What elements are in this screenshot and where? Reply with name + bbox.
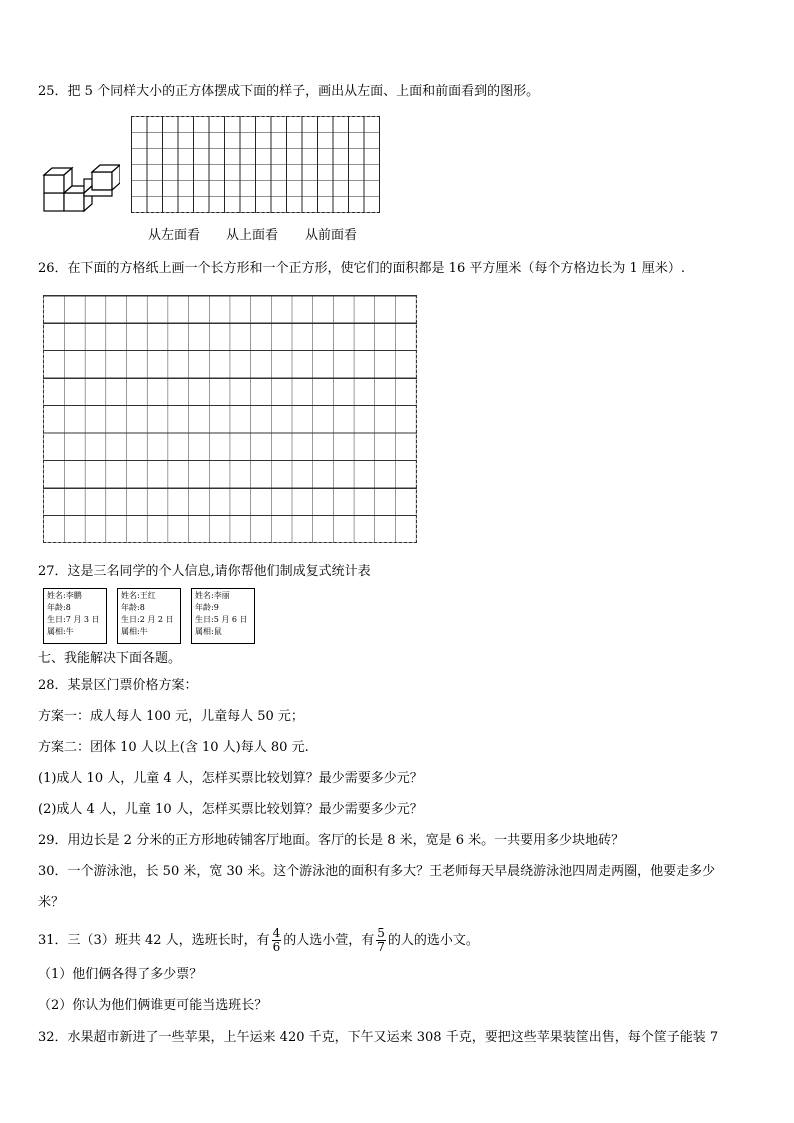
caption-front-view: 从前面看 — [305, 228, 358, 243]
card-age: 年龄:9 — [195, 603, 219, 612]
student-card-2 — [117, 588, 181, 644]
caption-top-view: 从上面看 — [226, 228, 279, 243]
card-name: 姓名:李丽 — [195, 591, 230, 600]
student-card-1 — [43, 588, 107, 644]
q25-drawing-grid[interactable] — [131, 116, 380, 213]
q31-part-3: 的人的选小文。 — [387, 933, 479, 948]
section-7-heading: 七、我能解决下面各题。 — [38, 651, 182, 666]
q28-plan-2: 方案二：团体 10 人以上(含 10 人)每人 80 元. — [38, 740, 309, 755]
caption-left-view: 从左面看 — [148, 228, 201, 243]
card-age: 年龄:8 — [121, 603, 145, 612]
card-zodiac: 属相:牛 — [121, 627, 148, 636]
cubes-figure — [40, 158, 120, 216]
q28-text: 28．某景区门票价格方案： — [38, 678, 198, 693]
q26-square-grid[interactable] — [43, 295, 417, 543]
card-birthday: 生日:5 月 6 日 — [195, 615, 248, 624]
card-name: 姓名:李鹏 — [47, 591, 82, 600]
q28-sub-1: (1)成人 10 人，儿童 4 人，怎样买票比较划算？最少需要多少元？ — [38, 771, 423, 786]
q25-text: 25．把 5 个同样大小的正方体摆成下面的样子，画出从左面、上面和前面看到的图形。 — [38, 84, 540, 99]
q28-plan-1: 方案一：成人每人 100 元，儿童每人 50 元； — [38, 709, 304, 724]
card-name: 姓名:王红 — [121, 591, 156, 600]
q27-text: 27．这是三名同学的个人信息,请你帮他们制成复式统计表 — [38, 564, 371, 579]
q32-text: 32．水果超市新进了一些苹果，上午运来 420 千克，下午又运来 308 千克，要把这些苹果装筐出售，每个筐子能装 7 — [38, 1030, 719, 1045]
card-age: 年龄:8 — [47, 603, 71, 612]
q28-sub-2: (2)成人 4 人，儿童 10 人，怎样买票比较划算？最少需要多少元？ — [38, 802, 423, 817]
fraction-5-7: $\frac{5}{7}$ — [377, 926, 385, 954]
q30-line-2: 米？ — [38, 895, 65, 910]
q29-text: 29．用边长是 2 分米的正方形地砖铺客厅地面。客厅的长是 8 米，宽是 6 米。一共要用多少块地砖？ — [38, 833, 625, 848]
card-zodiac: 属相:牛 — [47, 627, 74, 636]
q26-text: 26．在下面的方格纸上画一个长方形和一个正方形，使它们的面积都是 16 平方厘米（每个方格边长为 1 厘米）. — [38, 261, 686, 276]
student-card-3 — [191, 588, 255, 644]
card-birthday: 生日:7 月 3 日 — [47, 615, 100, 624]
card-birthday: 生日:2 月 2 日 — [121, 615, 174, 624]
q31-sub-1: （1）他们俩各得了多少票？ — [38, 967, 203, 982]
q31-part-1: 31．三（3）班共 42 人，选班长时，有 — [38, 933, 270, 948]
q30-line-1: 30．一个游泳池，长 50 米，宽 30 米。这个游泳池的面积有多大？王老师每天早晨绕游泳池四周走两圈，他要走多少 — [38, 864, 716, 879]
q31-part-2: 的人选小萱，有 — [283, 933, 375, 948]
q31-sub-2: （2）你认为他们俩谁更可能当选班长？ — [38, 998, 268, 1013]
q31-text — [38, 927, 479, 955]
card-zodiac: 属相:鼠 — [195, 627, 222, 636]
fraction-4-6: $\frac{4}{6}$ — [272, 926, 281, 954]
